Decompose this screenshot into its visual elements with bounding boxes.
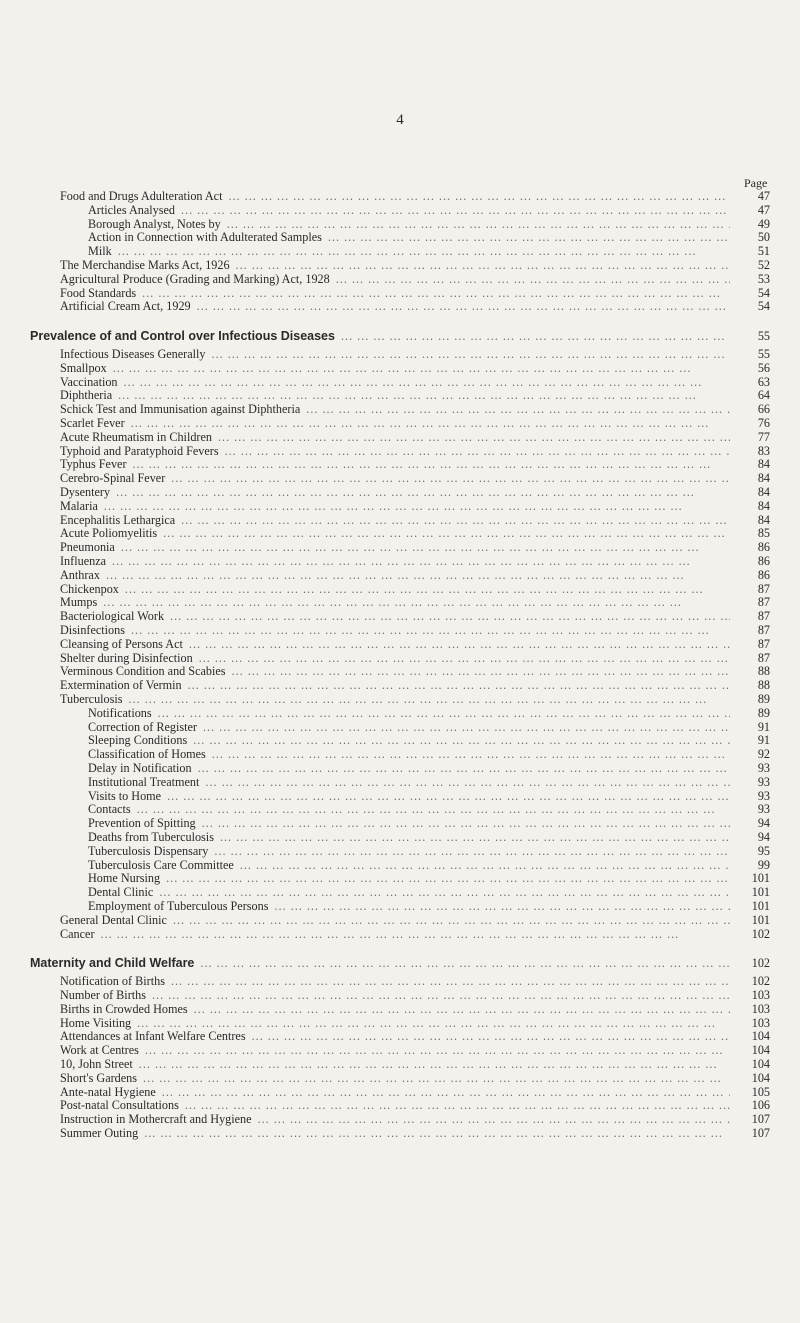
index-entry-label: Typhoid and Paratyphoid Fevers <box>60 443 219 458</box>
index-entry-label: The Merchandise Marks Act, 1926 <box>60 258 230 272</box>
index-entry-label: Contacts <box>88 802 131 817</box>
index-entry-page: 101 <box>751 912 770 927</box>
index-entry-page: 91 <box>757 719 770 734</box>
index-entry-page: 101 <box>751 899 770 913</box>
index-entry-page: 102 <box>751 974 770 989</box>
index-entry-label: Short's Gardens <box>60 1070 138 1085</box>
index-entry-label: Shelter during Disinfection <box>60 650 193 665</box>
index-entry-label: Verminous Condition and Scabies <box>60 664 226 679</box>
index-entry-page: 86 <box>757 567 770 582</box>
index-entry-page: 87 <box>757 650 770 665</box>
index-entry-page: 91 <box>757 733 770 748</box>
index-entry-label: General Dental Clinic <box>60 912 167 927</box>
index-entry-page: 56 <box>757 360 770 375</box>
index-entry-label: Correction of Register <box>88 719 197 734</box>
index-entry-page: 94 <box>757 816 770 831</box>
index-entry-page: 47 <box>757 202 770 217</box>
index-entry-label: Births in Crowded Homes <box>60 1001 188 1016</box>
dot-leader <box>197 298 730 314</box>
index-entry-page: 107 <box>751 1112 770 1127</box>
index-entry-label: Vaccination <box>60 374 118 389</box>
index-entry-label: Articles Analysed <box>88 202 175 217</box>
index-entry-page: 54 <box>757 299 770 314</box>
index-entry-page: 86 <box>757 540 770 555</box>
index-entry-label: Prevention of Spitting <box>88 816 196 831</box>
index-entry-label: Deaths from Tuberculosis <box>88 830 214 844</box>
dot-leader <box>200 955 730 971</box>
index-entry-label: Prevalence of and Control over Infectious Diseases <box>30 329 335 344</box>
index-entry-label: Schick Test and Immunisation against Diphtheria <box>60 402 301 417</box>
index-entry-page: 89 <box>757 692 770 706</box>
index-entry-page: 106 <box>751 1098 770 1113</box>
index-entry-label: Anthrax <box>60 567 100 582</box>
index-entry-label: Tuberculosis Dispensary <box>88 843 209 858</box>
index-entry-page: 102 <box>751 956 770 971</box>
index-entry-page: 92 <box>757 747 770 762</box>
index-entry-label: Post-natal Consultations <box>60 1098 179 1113</box>
index-entry-page: 95 <box>757 843 770 858</box>
index-entry-page: 55 <box>757 347 770 361</box>
index-entry-label: Instruction in Mothercraft and Hygiene <box>60 1112 252 1127</box>
index-entry-label: Food and Drugs Adulteration Act <box>60 189 223 203</box>
index-entry-page: 93 <box>757 761 770 775</box>
index-entry-page: 107 <box>751 1126 770 1140</box>
index-entry-label: Home Nursing <box>88 871 161 886</box>
index-entry-label: Ante-natal Hygiene <box>60 1084 156 1099</box>
index-entry-label: Bacteriological Work <box>60 609 165 624</box>
index-entry-page: 84 <box>757 485 770 499</box>
index-entry-page: 102 <box>751 926 770 941</box>
index-entry-label: Acute Poliomyelitis <box>60 526 158 541</box>
index-entry-label: Malaria <box>60 498 98 513</box>
index-entry-label: Extermination of Vermin <box>60 678 182 693</box>
index-entry-label: Employment of Tuberculous Persons <box>88 899 269 913</box>
index-entry-label: Scarlet Fever <box>60 416 125 430</box>
index-entry-page: 87 <box>757 595 770 610</box>
index-entry-page: 103 <box>751 988 770 1002</box>
index-entry-page: 103 <box>751 1015 770 1030</box>
index-entry-page: 88 <box>757 678 770 693</box>
index-entry-page: 89 <box>757 705 770 720</box>
index-entry-page: 88 <box>757 664 770 679</box>
index-entry-label: Tuberculosis Care Committee <box>88 857 234 872</box>
index-entry-label: Cancer <box>60 926 95 941</box>
index-entry-page: 85 <box>757 526 770 541</box>
index-entry-page: 103 <box>751 1001 770 1016</box>
index-entry-label: Chickenpox <box>60 581 119 596</box>
index-entry <box>60 1125 770 1141</box>
index-entry-page: 84 <box>757 457 770 472</box>
index-entry-label: Summer Outing <box>60 1126 139 1140</box>
index-entry-page: 49 <box>757 216 770 231</box>
index-entry-label: Attendances at Infant Welfare Centres <box>60 1029 246 1044</box>
index-entry-page: 87 <box>757 623 770 637</box>
index-entry-page: 87 <box>757 609 770 624</box>
index-entry-label: Action in Connection with Adulterated Samples <box>88 230 322 245</box>
index-entry-page: 105 <box>751 1084 770 1099</box>
index-entry-label: Maternity and Child Welfare <box>30 956 195 971</box>
index-entry-label: Agricultural Produce (Grading and Marking) Act, 1928 <box>60 271 330 286</box>
index-entry-page: 94 <box>757 830 770 844</box>
index-entry-label: Institutional Treatment <box>88 774 200 789</box>
index-entry-page: 63 <box>757 374 770 389</box>
index-entry-page: 54 <box>757 285 770 300</box>
index-entry-page: 50 <box>757 230 770 245</box>
index-entry-label: Tuberculosis <box>60 692 123 706</box>
page-column-header: Page <box>744 176 768 190</box>
dot-leader <box>101 926 730 942</box>
index-entry-label: Number of Births <box>60 988 146 1002</box>
index-section-heading <box>30 328 770 344</box>
index-entry-label: Influenza <box>60 554 107 568</box>
index-entry-label: Acute Rheumatism in Children <box>60 429 212 444</box>
index-section-heading <box>30 955 770 971</box>
index-entry-page: 55 <box>757 329 770 344</box>
index-entry-page: 64 <box>757 388 770 403</box>
index-entry-page: 101 <box>751 871 770 886</box>
index-entry-page: 104 <box>751 1057 770 1071</box>
index-entry-page: 104 <box>751 1070 770 1085</box>
index-entry-label: Food Standards <box>60 285 137 300</box>
index-entry-page: 76 <box>757 416 770 430</box>
index-entry-page: 87 <box>757 581 770 596</box>
index-entry-label: Pneumonia <box>60 540 115 555</box>
index-entry-page: 86 <box>757 554 770 568</box>
dot-leader <box>341 328 730 344</box>
index-entry-page: 84 <box>757 512 770 527</box>
index-entry-label: Smallpox <box>60 360 107 375</box>
index-entry-label: Visits to Home <box>88 788 162 803</box>
index-entry-page: 53 <box>757 271 770 286</box>
index-entry-page: 77 <box>757 429 770 444</box>
index-entry-label: Cleansing of Persons Act <box>60 636 183 651</box>
index-entry-page: 83 <box>757 443 770 458</box>
dot-leader <box>144 1125 730 1141</box>
index-entry-label: Encephalitis Lethargica <box>60 512 176 527</box>
index-entry-label: 10, John Street <box>60 1057 133 1071</box>
index-entry-page: 104 <box>751 1043 770 1058</box>
index-entry-page: 51 <box>757 244 770 259</box>
index-entry-page: 93 <box>757 802 770 817</box>
index-entry-label: Dental Clinic <box>88 885 154 900</box>
index-entry-label: Artificial Cream Act, 1929 <box>60 299 191 314</box>
index-entry-page: 84 <box>757 471 770 486</box>
index-entry-page: 101 <box>751 885 770 900</box>
index-entry-label: Typhus Fever <box>60 457 127 472</box>
index-entry-page: 93 <box>757 774 770 789</box>
index-entry-label: Disinfections <box>60 623 125 637</box>
index-entry-label: Notifications <box>88 705 152 720</box>
index-entry-label: Milk <box>88 244 112 259</box>
index-entry-page: 87 <box>757 636 770 651</box>
index-entry-label: Notification of Births <box>60 974 165 989</box>
index-entry-page: 66 <box>757 402 770 417</box>
index-entry-label: Infectious Diseases Generally <box>60 347 206 361</box>
index-entry-label: Classification of Homes <box>88 747 206 762</box>
index-entry <box>60 926 770 942</box>
index-entry-page: 52 <box>757 258 770 272</box>
index-entry-label: Work at Centres <box>60 1043 139 1058</box>
index-entry-label: Dysentery <box>60 485 111 499</box>
index-entry-page: 84 <box>757 498 770 513</box>
index-entry-page: 99 <box>757 857 770 872</box>
index-entry-label: Mumps <box>60 595 98 610</box>
page-number: 4 <box>396 112 404 128</box>
index-entry-page: 93 <box>757 788 770 803</box>
index-entry-page: 47 <box>757 189 770 203</box>
index-entry-label: Delay in Notification <box>88 761 192 775</box>
index-entry <box>60 298 770 314</box>
index-entry-label: Home Visiting <box>60 1015 132 1030</box>
index-entry-label: Diphtheria <box>60 388 113 403</box>
index-entry-page: 104 <box>751 1029 770 1044</box>
index-entry-label: Borough Analyst, Notes by <box>88 216 221 231</box>
index-entry-label: Sleeping Conditions <box>88 733 188 748</box>
index-entry-label: Cerebro-Spinal Fever <box>60 471 166 486</box>
